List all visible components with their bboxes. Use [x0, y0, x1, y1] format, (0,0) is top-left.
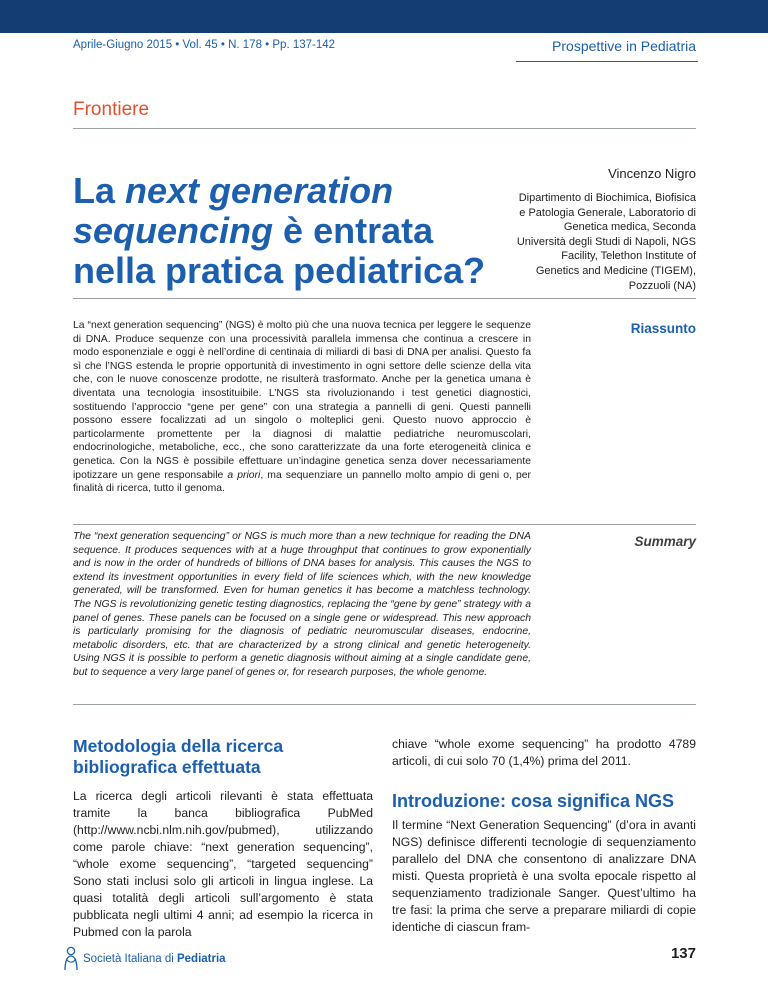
society-logo: [62, 946, 226, 972]
body-column-right: [392, 736, 696, 936]
summary-heading: Summary: [634, 534, 696, 549]
intro-heading: Introduzione: cosa significa NGS: [392, 791, 675, 811]
author-name: Vincenzo Nigro: [608, 166, 696, 181]
summary-text: The “next generation sequencing” or NGS is much more than a new technique for reading the DNA sequence. It produces sequences with at a huge throughput that continues to grow exponentially and is now in the order of hundreds of billions of DNA bases for analysis. This causes the NGS to extend its investment opportunities in every field of life sciences which, with the new knowledge generated, will be transformed. Even for human genetics it has become a matchless technology. The NGS is revolutionizing genetic testing diagnostics, replacing the “gene by gene” strategy with a panel of genes. These panels can be focused on a single gene or widespread. This new approach is particularly promising for the diagnosis of pediatric neuromuscular diseases, endocrine, metabolic disorders, etc. that are characterized by a strong clinical and genetic heterogeneity. Using NGS it is possible to perform a genetic diagnosis without aiming at a single candidate gene, but to sequence a very large panel of genes or, for research purposes, the whole genome.: [73, 531, 531, 678]
intro-text: Il termine “Next Generation Sequencing” (d’ora in avanti NGS) definisce differenti tecnologie di sequenziamento parallelo del DNA che consentono di analizzare DNA misti. Questa proprietà è una svolta epocale rispetto al sequenziamento tradizionale Sanger. Quest’ultimo ha tre fasi: la prima che serve a preparare miliardi di copie identiche di ciascun fram-: [392, 818, 696, 934]
riassunto-text-b: , ma sequenziare un pannello molto ampio di geni o, per finalità di ricerca, tutto il genoma.: [73, 469, 531, 495]
abstract-divider-middle: [73, 524, 696, 525]
riassunto-text-a: La “next generation sequencing” (NGS) è molto più che una nuova tecnica per leggere le sequenze di DNA. Produce sequenze con una processività parallela immensa che continua a crescere in modo esponenziale e oggi è nell’ordine di centinaia di miliardi di basi di DNA per analisi. Questo fa sì che l’NGS estenda le proprie opportunità di investimento in ogni settore delle scienze della vita che, con le nuove conoscenze prodotte, ne risulterà trasformato. Anche per la genetica umana è diventata una tecnologia insostituibile. L’NGS sta rivoluzionando i test genetici diagnostici, sostituendo l’approccio “gene per gene” con una strategia a pannelli di geni. Questi pannelli possono essere focalizzati ad un singolo o molteplici geni. Questo nuovo approccio è particolarmente promettente per la diagnosi di malattie pediatriche neuromuscolari, endocrinologiche, metaboliche, ecc., che sono caratterizzate da una forte eterogeneità clinica e genetica. Con la NGS è possibile effettuare un’indagine genetica senza dover necessariamente ipotizzare un gene responsabile: [73, 320, 531, 481]
top-banner: [0, 0, 768, 33]
journal-name: Prospettive in Pediatria: [552, 38, 696, 54]
society-name: [83, 953, 226, 965]
article-title: [73, 171, 513, 291]
riassunto-text: [73, 319, 531, 496]
society-name-prefix: Società Italiana di: [83, 953, 177, 965]
header-divider: [516, 61, 698, 62]
child-silhouette-icon: [62, 946, 80, 972]
method-text: La ricerca degli articoli rilevanti è stata effettuata tramite la banca bibliografica PubMed (http://www.ncbi.nlm.nih.gov/pubmed), utilizzando come parole chiave: “next generation sequencing”, “whole exome sequencing”, “targeted sequencing” Sono stati inclusi solo gli articoli in lingua inglese. La quasi totalità degli articoli sull’argomento è stata pubblicata negli ultimi 4 anni; ad esempio la ricerca in Pubmed con la parola: [73, 789, 373, 939]
riassunto-text-italic: a priori: [227, 469, 261, 481]
section-label: Frontiere: [73, 99, 150, 120]
abstract-divider-top: [73, 298, 696, 299]
section-divider: [73, 128, 696, 129]
author-affiliation: Dipartimento di Biochimica, Biofisica e Patologia Generale, Laboratorio di Genetica medica, Seconda Università degli Studi di Napoli, NGS Facility, Telethon Institute of Genetics and Medicine (TIGEM), Pozzuoli (NA): [516, 192, 696, 292]
method-heading: Metodologia della ricerca bibliografica effettuata: [73, 736, 284, 777]
riassunto-heading: Riassunto: [630, 321, 696, 336]
title-part2: è entrata nella pratica pediatrica?: [73, 210, 486, 291]
title-italic: next generation sequencing: [73, 170, 394, 251]
society-name-bold: Pediatria: [176, 953, 226, 965]
page-number: 137: [670, 945, 696, 962]
title-part1: La: [73, 170, 126, 211]
journal-info: Aprile-Giugno 2015 • Vol. 45 • N. 178 • Pp. 137-142: [73, 39, 336, 51]
abstract-divider-bottom: [73, 704, 696, 705]
method-text-continued: chiave “whole exome sequencing” ha prodotto 4789 articoli, di cui solo 70 (1,4%) prima del 2011.: [392, 737, 696, 768]
body-column-left: [73, 736, 373, 941]
